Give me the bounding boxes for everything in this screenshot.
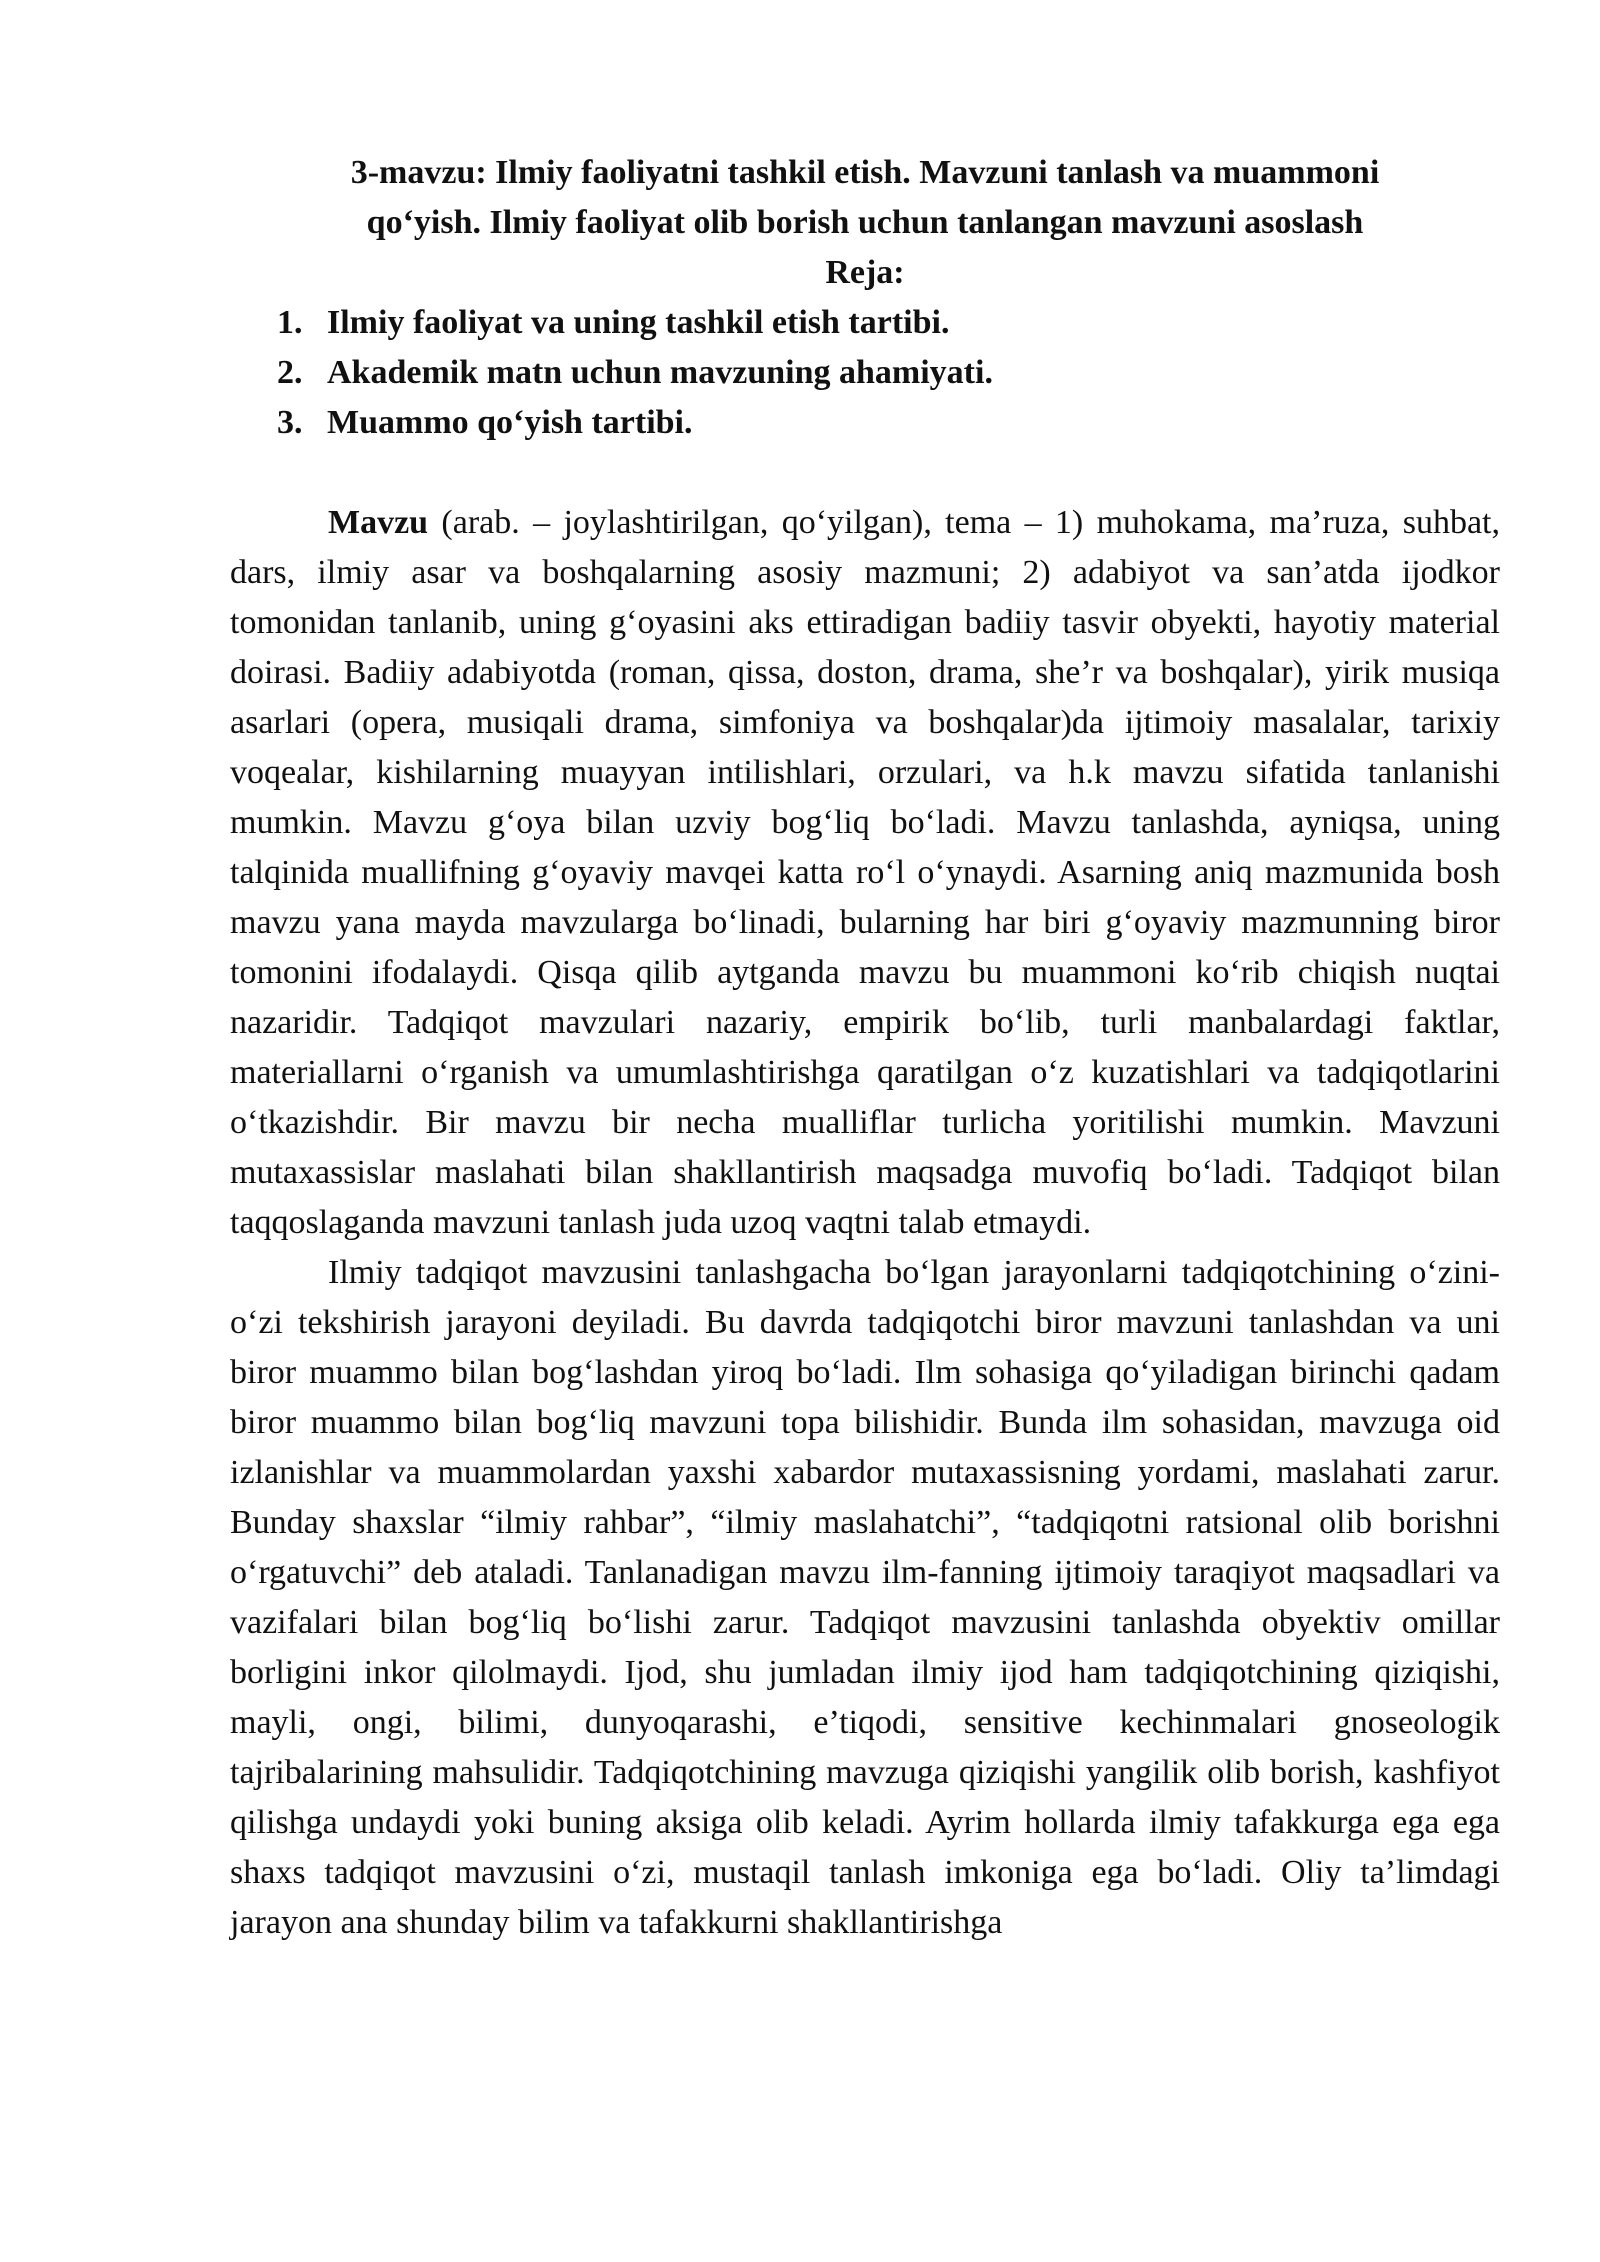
plan-item-number: 3.	[277, 404, 303, 441]
paragraph-lead-term: Mavzu	[328, 504, 429, 541]
plan-item	[230, 348, 1500, 398]
plan-section	[230, 254, 1500, 448]
plan-item-number: 1.	[277, 304, 303, 341]
body-text	[230, 498, 1500, 1948]
plan-item-number: 2.	[277, 354, 303, 391]
title-line-1: 3-mavzu: Ilmiy faoliyatni tashkil etish. Mavzuni tanlash va muammoni	[350, 154, 1380, 191]
paragraph-2-text: Ilmiy tadqiqot mavzusini tanlashgacha bo‘lgan jarayonlarni tadqiqotchining o‘zini-o‘zi tekshirish jarayoni deyiladi. Bu davrda tadqiqotchi biror mavzuni tanlashdan va uni biror muammo bilan bog‘lashdan yiroq bo‘ladi. Ilm sohasiga qo‘yiladigan birinchi qadam biror muammo bilan bog‘liq mavzuni topa bilishidir. Bunda ilm sohasidan, mavzuga oid izlanishlar va muammolardan yaxshi xabardor mutaxassisning yordami, maslahati zarur. Bunday shaxslar “ilmiy rahbar”, “ilmiy maslahatchi”, “tadqiqotni ratsional olib borishni o‘rgatuvchi” deb ataladi. Tanlanadigan mavzu ilm-fanning ijtimoiy taraqiyot maqsadlari va vazifalari bilan bog‘liq bo‘lishi zarur. Tadqiqot mavzusini tanlashda obyektiv omillar borligini inkor qilolmaydi. Ijod, shu jumladan ilmiy ijod ham tadqiqotchining qiziqishi, mayli, ongi, bilimi, dunyoqarashi, e’tiqodi, sensitive kechinmalari gnoseologik tajribalarining mahsulidir. Tadqiqotchining mavzuga qiziqishi yangilik olib borish, kashfiyot qilishga undaydi yoki buning aksiga olib keladi. Ayrim hollarda ilmiy tafakkurga ega ega shaxs tadqiqot mavzusini o‘zi, mustaqil tanlash imkoniga ega bo‘ladi. Oliy ta’limdagi jarayon ana shunday bilim va tafakkurni shakllantirishga	[230, 1254, 1500, 1941]
plan-item	[230, 298, 1500, 348]
plan-item-text: Akademik matn uchun mavzuning ahamiyati.	[327, 354, 993, 391]
plan-heading: Reja:	[825, 254, 905, 291]
paragraph-2	[230, 1248, 1500, 1948]
paragraph-1-text: (arab. – joylashtirilgan, qo‘yilgan), tema – 1) muhokama, ma’ruza, suhbat, dars, ilmiy asar va boshqalarning asosiy mazmuni; 2) adabiyot va san’atda ijodkor tomonidan tanlanib, uning g‘oyasini aks ettiradigan badiiy tasvir obyekti, hayotiy material doirasi. Badiiy adabiyotda (roman, qissa, doston, drama, she’r va boshqalar), yirik musiqa asarlari (opera, musiqali drama, simfoniya va boshqalar)da ijtimoiy masalalar, tarixiy voqealar, kishilarning muayyan intilishlari, orzulari, va h.k mavzu sifatida tanlanishi mumkin. Mavzu g‘oya bilan uzviy bog‘liq bo‘ladi. Mavzu tanlashda, ayniqsa, uning talqinida muallifning g‘oyaviy mavqei katta ro‘l o‘ynaydi. Asarning aniq mazmunida bosh mavzu yana mayda mavzularga bo‘linadi, bularning har biri g‘oyaviy mazmunning biror tomonini ifodalaydi. Qisqa qilib aytganda mavzu bu muammoni ko‘rib chiqish nuqtai nazaridir. Tadqiqot mavzulari nazariy, empirik bo‘lib, turli manbalardagi faktlar, materiallarni o‘rganish va umumlashtirishga qaratilgan o‘z kuzatishlari va tadqiqotlarini o‘tkazishdir. Bir mavzu bir necha mualliflar turlicha yoritilishi mumkin. Mavzuni mutaxassislar maslahati bilan shakllantirish maqsadga muvofiq bo‘ladi. Tadqiqot bilan taqqoslaganda mavzuni tanlash juda uzoq vaqtni talab etmaydi.	[230, 504, 1500, 1241]
title-line-2: qo‘yish. Ilmiy faoliyat olib borish uchun tanlangan mavzuni asoslash	[366, 204, 1364, 241]
plan-item	[230, 398, 1500, 448]
document-title	[230, 148, 1500, 248]
plan-item-text: Ilmiy faoliyat va uning tashkil etish tartibi.	[327, 304, 950, 341]
paragraph-1	[230, 498, 1500, 1248]
plan-item-text: Muammo qo‘yish tartibi.	[327, 404, 693, 441]
plan-list	[230, 298, 1500, 448]
